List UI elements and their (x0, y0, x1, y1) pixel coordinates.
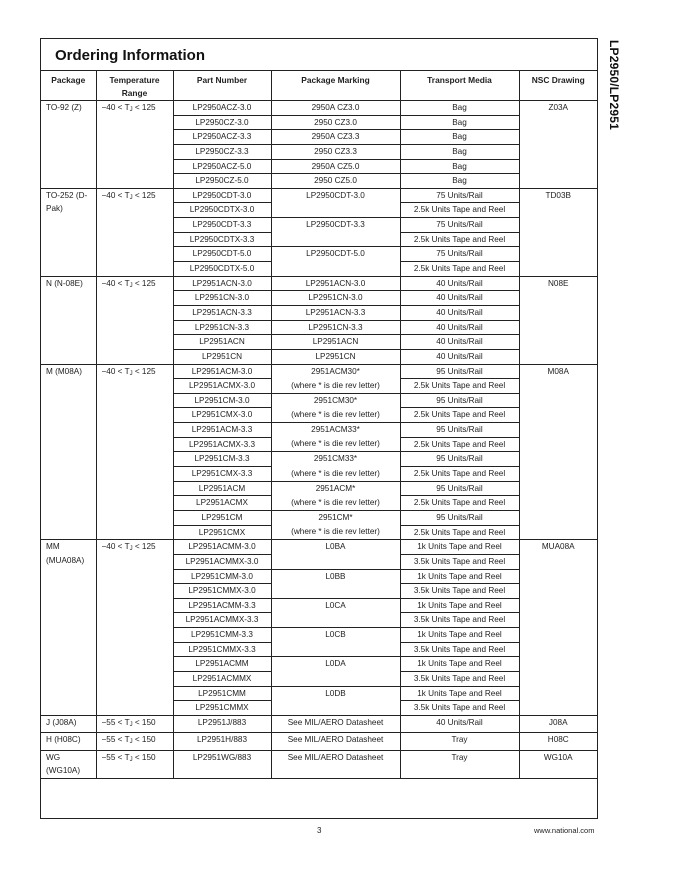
table-header-row (41, 71, 597, 101)
temperature-cell (96, 750, 173, 778)
nsc-drawing-cell: MUA08A (519, 540, 597, 716)
part-number-cell: LP2951ACMX-3.3 (173, 437, 271, 452)
part-number-cell: LP2951CN (173, 349, 271, 364)
transport-media-cell: 3.5k Units Tape and Reel (400, 671, 519, 686)
nsc-drawing-cell: H08C (519, 733, 597, 751)
package-marking-cell: 2950 CZ3.0 (271, 115, 400, 130)
package-marking-cell: 2950 CZ5.0 (271, 174, 400, 189)
table-row (41, 188, 597, 203)
transport-media-cell: 2.5k Units Tape and Reel (400, 408, 519, 423)
temperature-cell (96, 101, 173, 189)
part-number-cell: LP2951ACMMX-3.3 (173, 613, 271, 628)
temperature-limit: < 125 (132, 542, 156, 552)
package-marking-cell: 2950A CZ3.0 (271, 101, 400, 116)
part-number-cell: LP2951H/883 (173, 733, 271, 751)
temperature-limit: < 125 (132, 366, 156, 376)
transport-media-cell: 40 Units/Rail (400, 291, 519, 306)
temperature-subscript: J (129, 546, 133, 553)
package-marking-cell: LP2951CN (271, 349, 400, 364)
transport-media-cell: 2.5k Units Tape and Reel (400, 262, 519, 277)
package-marking-cell: (where * is die rev letter) (271, 437, 400, 452)
part-number-cell: LP2951ACM-3.3 (173, 423, 271, 438)
transport-media-cell: 2.5k Units Tape and Reel (400, 525, 519, 540)
package-marking-cell: L0BB (271, 569, 400, 584)
transport-media-cell: 40 Units/Rail (400, 305, 519, 320)
temperature-subscript: J (129, 721, 133, 728)
transport-media-cell: 3.5k Units Tape and Reel (400, 642, 519, 657)
part-number-cell: LP2950ACZ-3.0 (173, 101, 271, 116)
temperature-limit: < 150 (132, 735, 156, 745)
temperature-limit: < 150 (132, 717, 156, 727)
transport-media-cell: 95 Units/Rail (400, 393, 519, 408)
nsc-drawing-cell: M08A (519, 364, 597, 540)
part-number-cell: LP2951ACN-3.0 (173, 276, 271, 291)
table-row (41, 276, 597, 291)
part-number-cell: LP2951CMM (173, 686, 271, 701)
temperature-text: −55 < T (101, 735, 130, 745)
package-marking-cell: See MIL/AERO Datasheet (271, 750, 400, 778)
package-marking-cell: LP2950CDT-5.0 (271, 247, 400, 262)
package-cell: TO-92 (Z) (41, 101, 96, 189)
nsc-drawing-cell: Z03A (519, 101, 597, 189)
transport-media-cell: 40 Units/Rail (400, 320, 519, 335)
nsc-drawing-cell: WG10A (519, 750, 597, 778)
transport-media-cell: 95 Units/Rail (400, 481, 519, 496)
package-marking-cell (271, 554, 400, 569)
part-number-cell: LP2950CZ-5.0 (173, 174, 271, 189)
part-number-cell: LP2950CDTX-3.0 (173, 203, 271, 218)
package-marking-cell: LP2951CN-3.3 (271, 320, 400, 335)
page-number: 3 (317, 826, 322, 835)
nsc-drawing-cell: N08E (519, 276, 597, 364)
part-number-cell: LP2951CMX (173, 525, 271, 540)
transport-media-cell: 95 Units/Rail (400, 452, 519, 467)
part-number-cell: LP2951J/883 (173, 715, 271, 733)
package-marking-cell: L0CB (271, 628, 400, 643)
transport-media-cell: 3.5k Units Tape and Reel (400, 554, 519, 569)
part-number-cell: LP2950CZ-3.3 (173, 144, 271, 159)
part-number-cell: LP2951CMMX-3.0 (173, 584, 271, 599)
package-marking-cell: LP2951CN-3.0 (271, 291, 400, 306)
temperature-text: −55 < T (101, 717, 130, 727)
temperature-subscript: J (129, 194, 133, 201)
temperature-cell (96, 715, 173, 733)
side-title: LP2950/LP2951 (607, 40, 621, 130)
temperature-subscript: J (129, 282, 133, 289)
part-number-cell: LP2951CMM-3.0 (173, 569, 271, 584)
transport-media-cell: Tray (400, 750, 519, 778)
part-number-cell: LP2951CMMX-3.3 (173, 642, 271, 657)
transport-media-cell: Bag (400, 115, 519, 130)
transport-media-cell: Tray (400, 733, 519, 751)
transport-media-cell: 1k Units Tape and Reel (400, 598, 519, 613)
transport-media-cell: 1k Units Tape and Reel (400, 686, 519, 701)
transport-media-cell: 1k Units Tape and Reel (400, 657, 519, 672)
column-header: Package Marking (271, 71, 400, 101)
part-number-cell: LP2951CMX-3.3 (173, 467, 271, 482)
column-header: Temperature Range (96, 71, 173, 101)
package-cell: H (H08C) (41, 733, 96, 751)
temperature-limit: < 125 (132, 190, 156, 200)
package-marking-cell: L0CA (271, 598, 400, 613)
footer-url: www.national.com (534, 826, 595, 835)
ordering-table (41, 70, 597, 779)
transport-media-cell: Bag (400, 130, 519, 145)
transport-media-cell: Bag (400, 159, 519, 174)
part-number-cell: LP2951CMM-3.3 (173, 628, 271, 643)
transport-media-cell: Bag (400, 101, 519, 116)
package-cell: WG (WG10A) (41, 750, 96, 778)
transport-media-cell: 2.5k Units Tape and Reel (400, 496, 519, 511)
temperature-limit: < 125 (132, 278, 156, 288)
table-row (41, 715, 597, 733)
part-number-cell: LP2950CDT-5.0 (173, 247, 271, 262)
transport-media-cell: 2.5k Units Tape and Reel (400, 232, 519, 247)
temperature-text: −40 < T (101, 103, 130, 112)
temperature-text: −40 < T (101, 542, 130, 552)
part-number-cell: LP2950CDT-3.3 (173, 218, 271, 233)
package-marking-cell: (where * is die rev letter) (271, 496, 400, 511)
column-header: NSC Drawing (519, 71, 597, 101)
package-marking-cell: LP2950CDT-3.0 (271, 188, 400, 203)
part-number-cell: LP2951CN-3.0 (173, 291, 271, 306)
part-number-cell: LP2951ACMM (173, 657, 271, 672)
transport-media-cell: 40 Units/Rail (400, 335, 519, 350)
package-marking-cell: LP2950CDT-3.3 (271, 218, 400, 233)
package-marking-cell: LP2951ACN (271, 335, 400, 350)
transport-media-cell: 40 Units/Rail (400, 715, 519, 733)
package-marking-cell (271, 613, 400, 628)
table-body (41, 101, 597, 779)
part-number-cell: LP2951CN-3.3 (173, 320, 271, 335)
package-marking-cell: 2951CM30* (271, 393, 400, 408)
part-number-cell: LP2951ACMX-3.0 (173, 379, 271, 394)
part-number-cell: LP2951ACN (173, 335, 271, 350)
package-marking-cell: (where * is die rev letter) (271, 408, 400, 423)
temperature-cell (96, 540, 173, 716)
package-marking-cell: (where * is die rev letter) (271, 525, 400, 540)
transport-media-cell: Bag (400, 174, 519, 189)
package-marking-cell (271, 701, 400, 716)
package-marking-cell: LP2951ACN-3.0 (271, 276, 400, 291)
temperature-subscript: J (129, 107, 133, 113)
part-number-cell: LP2951CM-3.0 (173, 393, 271, 408)
temperature-cell (96, 188, 173, 276)
part-number-cell: LP2950ACZ-5.0 (173, 159, 271, 174)
package-cell: TO-252 (D-Pak) (41, 188, 96, 276)
transport-media-cell: Bag (400, 144, 519, 159)
table-row (41, 750, 597, 778)
column-header: Package (41, 71, 96, 101)
transport-media-cell: 3.5k Units Tape and Reel (400, 584, 519, 599)
temperature-text: −55 < T (101, 752, 130, 762)
part-number-cell: LP2951CM (173, 510, 271, 525)
table-row (41, 733, 597, 751)
part-number-cell: LP2951ACMMX-3.0 (173, 554, 271, 569)
transport-media-cell: 40 Units/Rail (400, 276, 519, 291)
part-number-cell: LP2951CMX-3.0 (173, 408, 271, 423)
package-marking-cell: L0BA (271, 540, 400, 555)
part-number-cell: LP2951WG/883 (173, 750, 271, 778)
package-marking-cell (271, 671, 400, 686)
temperature-cell (96, 733, 173, 751)
part-number-cell: LP2951ACMM-3.3 (173, 598, 271, 613)
temperature-limit: < 125 (132, 103, 156, 112)
transport-media-cell: 95 Units/Rail (400, 510, 519, 525)
temperature-text: −40 < T (101, 278, 130, 288)
package-cell: MM (MUA08A) (41, 540, 96, 716)
transport-media-cell: 1k Units Tape and Reel (400, 569, 519, 584)
column-header: Part Number (173, 71, 271, 101)
temperature-limit: < 150 (132, 752, 156, 762)
transport-media-cell: 1k Units Tape and Reel (400, 540, 519, 555)
package-cell: J (J08A) (41, 715, 96, 733)
column-header: Transport Media (400, 71, 519, 101)
part-number-cell: LP2951ACN-3.3 (173, 305, 271, 320)
package-marking-cell: 2951ACM30* (271, 364, 400, 379)
package-marking-cell: 2950A CZ3.3 (271, 130, 400, 145)
transport-media-cell: 2.5k Units Tape and Reel (400, 437, 519, 452)
package-cell: M (M08A) (41, 364, 96, 540)
package-marking-cell (271, 584, 400, 599)
transport-media-cell: 2.5k Units Tape and Reel (400, 467, 519, 482)
temperature-subscript: J (129, 370, 133, 377)
package-marking-cell (271, 642, 400, 657)
part-number-cell: LP2951ACM (173, 481, 271, 496)
transport-media-cell: 2.5k Units Tape and Reel (400, 203, 519, 218)
nsc-drawing-cell: TD03B (519, 188, 597, 276)
temperature-cell (96, 364, 173, 540)
part-number-cell: LP2951CM-3.3 (173, 452, 271, 467)
section-heading: Ordering Information (55, 47, 205, 64)
package-marking-cell: 2951ACM* (271, 481, 400, 496)
nsc-drawing-cell: J08A (519, 715, 597, 733)
package-marking-cell: (where * is die rev letter) (271, 379, 400, 394)
transport-media-cell: 3.5k Units Tape and Reel (400, 613, 519, 628)
package-marking-cell: 2950A CZ5.0 (271, 159, 400, 174)
package-marking-cell: 2951ACM33* (271, 423, 400, 438)
transport-media-cell: 40 Units/Rail (400, 349, 519, 364)
part-number-cell: LP2950ACZ-3.3 (173, 130, 271, 145)
package-marking-cell: L0DB (271, 686, 400, 701)
package-marking-cell: 2951CM* (271, 510, 400, 525)
part-number-cell: LP2951CMMX (173, 701, 271, 716)
part-number-cell: LP2951ACM-3.0 (173, 364, 271, 379)
package-marking-cell: L0DA (271, 657, 400, 672)
transport-media-cell: 75 Units/Rail (400, 218, 519, 233)
package-marking-cell: 2950 CZ3.3 (271, 144, 400, 159)
temperature-cell (96, 276, 173, 364)
package-marking-cell: See MIL/AERO Datasheet (271, 733, 400, 751)
part-number-cell: LP2950CDTX-3.3 (173, 232, 271, 247)
package-marking-cell (271, 262, 400, 277)
transport-media-cell: 75 Units/Rail (400, 247, 519, 262)
package-marking-cell: LP2951ACN-3.3 (271, 305, 400, 320)
transport-media-cell: 1k Units Tape and Reel (400, 628, 519, 643)
transport-media-cell: 2.5k Units Tape and Reel (400, 379, 519, 394)
table-row (41, 101, 597, 116)
part-number-cell: LP2950CDTX-5.0 (173, 262, 271, 277)
transport-media-cell: 95 Units/Rail (400, 364, 519, 379)
package-marking-cell: See MIL/AERO Datasheet (271, 715, 400, 733)
part-number-cell: LP2950CZ-3.0 (173, 115, 271, 130)
package-marking-cell (271, 203, 400, 218)
table-row (41, 364, 597, 379)
part-number-cell: LP2951ACMX (173, 496, 271, 511)
package-marking-cell: (where * is die rev letter) (271, 467, 400, 482)
package-marking-cell: 2951CM33* (271, 452, 400, 467)
temperature-text: −40 < T (101, 366, 130, 376)
table-row (41, 540, 597, 555)
transport-media-cell: 3.5k Units Tape and Reel (400, 701, 519, 716)
temperature-subscript: J (129, 739, 133, 746)
part-number-cell: LP2950CDT-3.0 (173, 188, 271, 203)
package-marking-cell (271, 232, 400, 247)
part-number-cell: LP2951ACMM-3.0 (173, 540, 271, 555)
package-cell: N (N-08E) (41, 276, 96, 364)
temperature-subscript: J (129, 756, 133, 763)
transport-media-cell: 75 Units/Rail (400, 188, 519, 203)
temperature-text: −40 < T (101, 190, 130, 200)
part-number-cell: LP2951ACMMX (173, 671, 271, 686)
transport-media-cell: 95 Units/Rail (400, 423, 519, 438)
